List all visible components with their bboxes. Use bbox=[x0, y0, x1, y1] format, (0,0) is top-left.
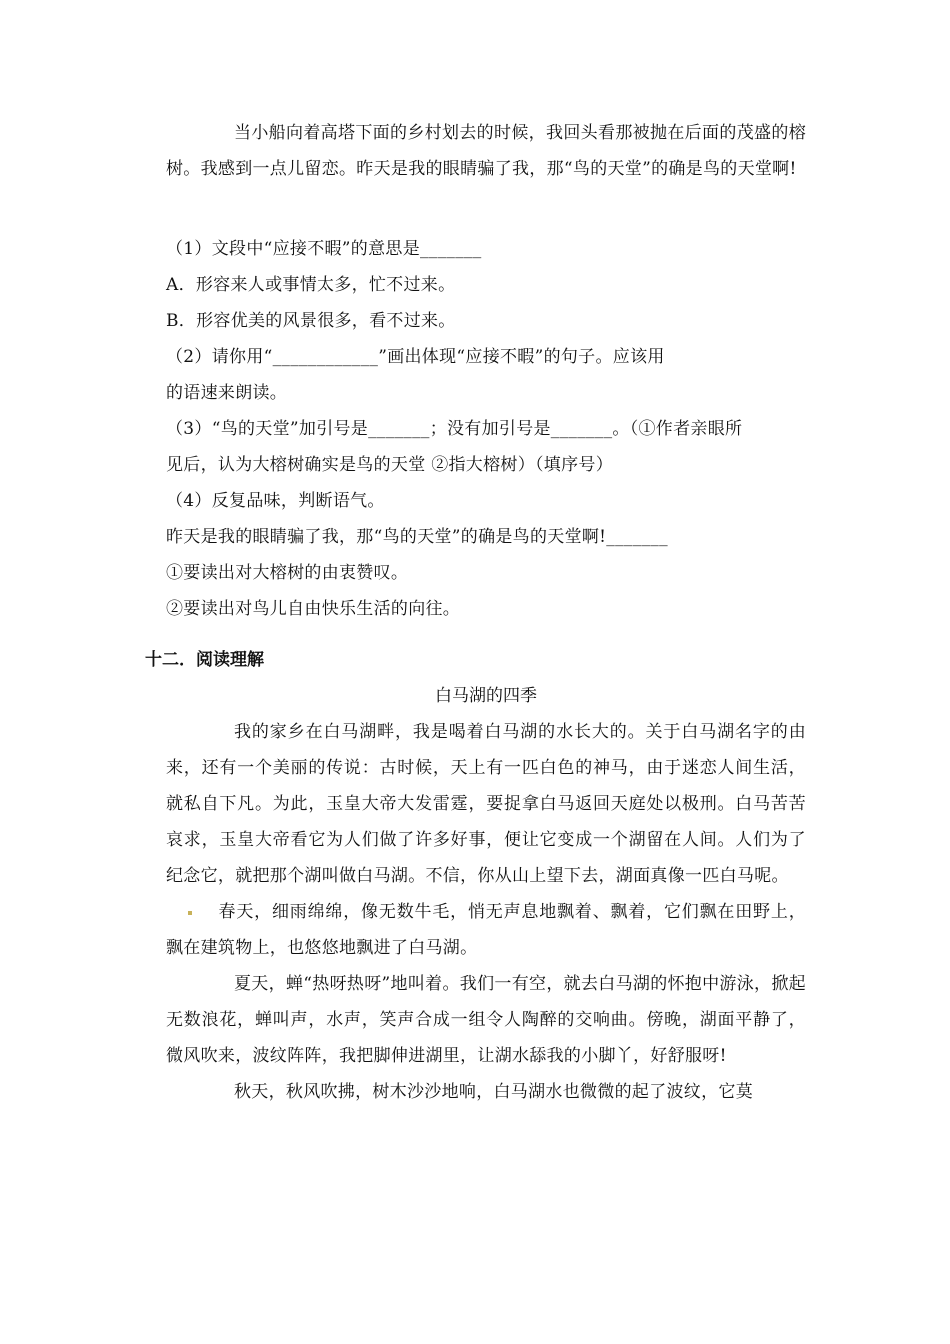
question-2-line-2: 的语速来朗读。 bbox=[166, 383, 288, 403]
question-4-sentence: 昨天是我的眼睛骗了我，那“鸟的天堂”的确是鸟的天堂啊!_______ bbox=[166, 527, 668, 547]
questions-block bbox=[166, 231, 806, 627]
paragraph-2-wrapper bbox=[166, 894, 806, 966]
question-3-line-2: 见后，认为大榕树确实是鸟的天堂 ②指大榕树）（填序号） bbox=[166, 455, 614, 475]
question-4: （4）反复品味，判断语气。 bbox=[166, 491, 385, 511]
paragraph-4: 秋天，秋风吹拂，树木沙沙地响，白马湖水也微微的起了波纹，它莫 bbox=[234, 1082, 753, 1102]
question-4-option-1: ①要读出对大榕树的由衷赞叹。 bbox=[166, 563, 409, 583]
section-heading: 十二．阅读理解 bbox=[145, 650, 264, 670]
passage-title: 白马湖的四季 bbox=[435, 686, 537, 706]
paragraph-3: 夏天，蝉“热呀热呀”地叫着。我们一有空，就去白马湖的怀抱中游泳，掀起无数浪花，蝉叫声，水声，笑声合成一组令人陶醉的交响曲。傍晚，湖面平静了，微风吹来，波纹阵阵，我把脚伸进湖里，让湖水舔我的小脚丫，好舒服呀! bbox=[166, 974, 806, 1066]
question-3-line-1: （3）“鸟的天堂”加引号是_______；没有加引号是_______。（①作者亲眼所 bbox=[166, 419, 743, 439]
paragraph-1: 我的家乡在白马湖畔，我是喝着白马湖的水长大的。关于白马湖名字的由来，还有一个美丽的传说：古时候，天上有一匹白色的神马，由于迷恋人间生活，就私自下凡。为此，玉皇大帝大发雷霆，要捉拿白马返回天庭处以极刑。白马苦苦哀求，玉皇大帝看它为人们做了许多好事，便让它变成一个湖留在人间。人们为了纪念它，就把那个湖叫做白马湖。不信，你从山上望下去，湖面真像一匹白马呢。 bbox=[166, 722, 806, 886]
passage-paragraph: 当小船向着高塔下面的乡村划去的时候，我回头看那被抛在后面的茂盛的榕树。我感到一点儿留恋。昨天是我的眼睛骗了我，那“鸟的天堂”的确是鸟的天堂啊! bbox=[166, 123, 806, 179]
question-1: （1）文段中“应接不暇”的意思是_______ bbox=[166, 239, 482, 259]
question-4-option-2: ②要读出对鸟儿自由快乐生活的向往。 bbox=[166, 599, 461, 619]
passage-end bbox=[166, 115, 806, 187]
passage-body bbox=[166, 714, 806, 1110]
paragraph-2: 春天，细雨绵绵，像无数牛毛，悄无声息地飘着、飘着，它们飘在田野上，飘在建筑物上，也悠悠地飘进了白马湖。 bbox=[166, 902, 806, 958]
question-2-line-1: （2）请你用“____________”画出体现“应接不暇”的句子。应该用 bbox=[166, 347, 665, 367]
question-1-option-b: B．形容优美的风景很多，看不过来。 bbox=[166, 311, 456, 331]
mark-dot-icon bbox=[188, 911, 192, 915]
question-1-option-a: A．形容来人或事情太多，忙不过来。 bbox=[166, 275, 456, 295]
